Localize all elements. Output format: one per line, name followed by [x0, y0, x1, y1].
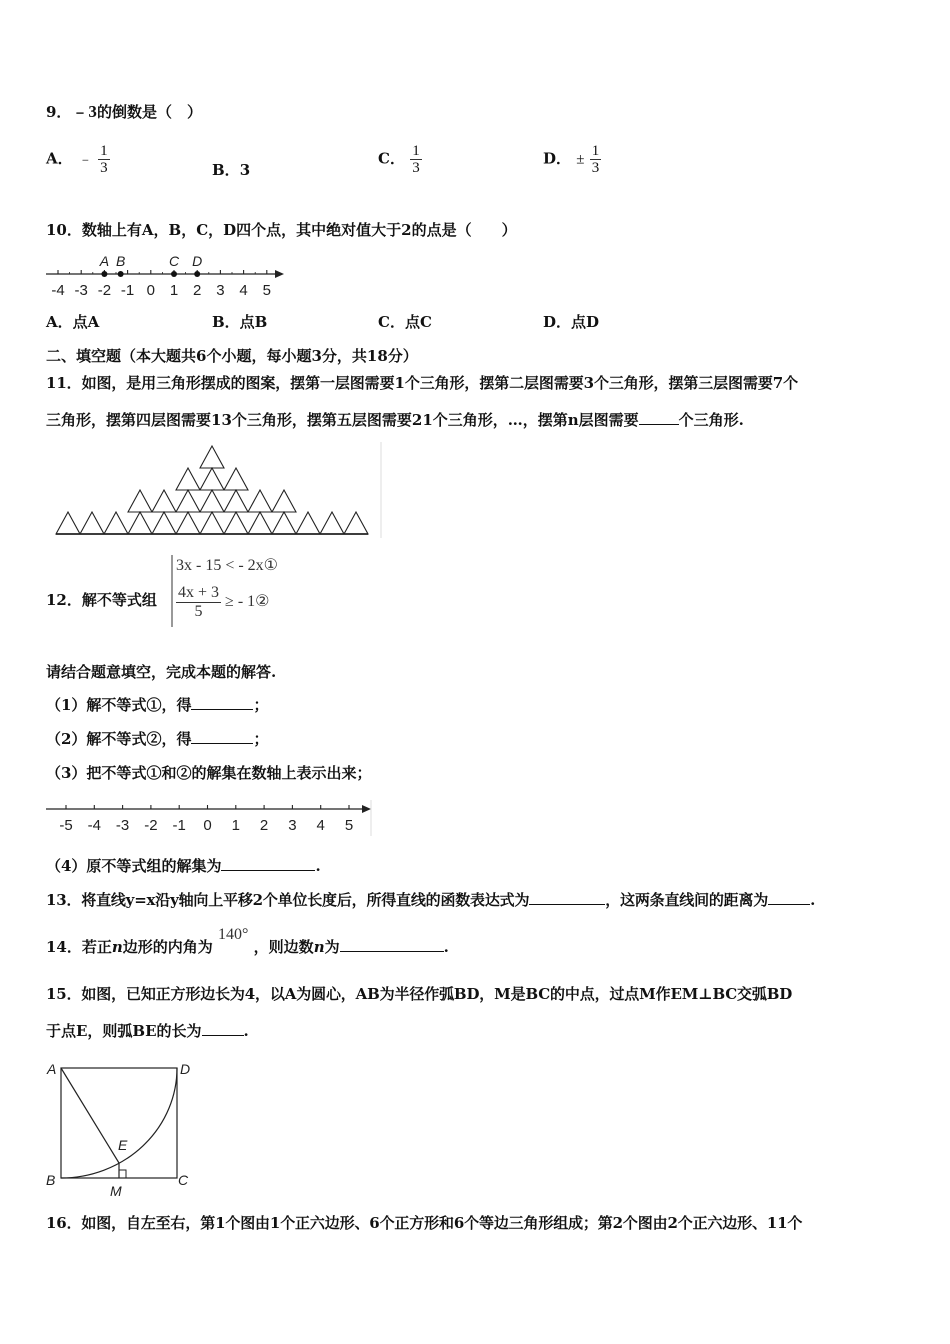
q11-triangle — [320, 512, 344, 534]
q14-angle: 140° — [218, 926, 249, 943]
q10-tick-label: -2 — [97, 282, 112, 299]
q12-tick-label: -5 — [59, 817, 73, 834]
q11-triangle — [200, 490, 224, 512]
q12-tick-label: 3 — [288, 817, 297, 834]
section-2-heading: 二、填空题（本大题共6个小题，每小题3分，共18分） — [46, 347, 418, 365]
q11-triangle — [176, 512, 200, 534]
q11-triangle — [152, 490, 176, 512]
q9-option-c-fraction: $\frac{1}{3}$ — [412, 143, 420, 176]
q10-tick-label: -3 — [74, 282, 88, 299]
q13-stem: 13．将直线y=x沿y轴向上平移2个单位长度后，所得直线的函数表达式为 ，这两条直线间的距离为 . — [46, 891, 816, 909]
q15-square — [61, 1068, 177, 1178]
q15-right-angle-mark — [119, 1170, 126, 1178]
q12-inequality-1: 3x - 15 < - 2x① — [176, 557, 279, 574]
q10-point-label: D — [192, 254, 203, 269]
q10-tick-label: 1 — [169, 282, 179, 299]
q11-triangle — [224, 512, 248, 534]
q11-triangle — [176, 468, 200, 490]
q15-square-arc-figure — [44, 1056, 194, 1200]
q11-answer-blank[interactable] — [639, 410, 679, 425]
q11-triangle — [200, 446, 224, 468]
q15-line1: 15．如图，已知正方形边长为4，以A为圆心，AB为半径作弧BD，M是BC的中点，过点M作EM⊥BC交弧BD — [46, 985, 793, 1003]
q10-point-label: C — [168, 254, 180, 269]
q12-step-2: （2）解不等式②，得 ； — [46, 730, 269, 748]
q15-label-c: C — [178, 1172, 189, 1188]
q11-triangle — [248, 512, 272, 534]
q11-triangle — [224, 468, 248, 490]
q10-point-dot — [118, 271, 124, 277]
q15-blank[interactable] — [202, 1021, 244, 1036]
q11-triangle — [272, 512, 296, 534]
q10-option-a: A．点A — [46, 313, 100, 331]
q10-tick-label: -1 — [120, 282, 135, 299]
q14-stem: 14．若正n边形的内角为 140° ，则边数n为 . — [46, 926, 449, 956]
q11-triangle — [152, 512, 176, 534]
q12-tick-label: 5 — [344, 817, 354, 834]
q15-label-m: M — [110, 1183, 122, 1199]
q14-blank[interactable] — [340, 937, 444, 952]
q10-number-line — [44, 254, 288, 300]
q13-blank-1[interactable] — [529, 890, 605, 905]
q10-tick-label: 4 — [239, 282, 248, 299]
q10-option-c: C．点C — [378, 313, 432, 331]
q11-triangle — [200, 468, 224, 490]
q12-tick-label: -4 — [87, 817, 101, 834]
q12-step-3: （3）把不等式①和②的解集在数轴上表示出来； — [46, 764, 372, 782]
q10-option-b: B．点B — [212, 313, 268, 331]
q11-triangle — [104, 512, 128, 534]
q12-step-1: （1）解不等式①，得 ； — [46, 696, 269, 714]
q12-tick-label: 0 — [203, 817, 212, 834]
q12-step-2-blank[interactable] — [191, 729, 253, 744]
q12-tick-label: -1 — [172, 817, 186, 834]
q9-option-a-fraction: $\frac{1}{3}$ — [100, 143, 108, 176]
q15-line2: 于点E，则弧BE的长为 . — [46, 1022, 249, 1040]
q16-stem: 16．如图，自左至右，第1个图由1个正六边形、6个正方形和6个等边三角形组成；第2个图由2个正六边形、11个 — [46, 1214, 803, 1232]
q12-label: 12．解不等式组 — [46, 591, 157, 609]
q11-triangle — [176, 490, 200, 512]
q11-triangle-pattern — [44, 442, 384, 538]
q10-point-dot — [171, 271, 177, 277]
q9-option-a: A． ﹣ $\frac{1}{3}$ — [46, 143, 108, 176]
q9-option-b: B．3 — [212, 161, 251, 179]
q9-option-d: D． ± $\frac{1}{3}$ — [543, 143, 600, 176]
q11-triangle — [224, 490, 248, 512]
q11-line2: 三角形，摆第四层图需要13个三角形，摆第五层图需要21个三角形，…，摆第n层图需要 个三角形. — [46, 411, 744, 429]
q12-tick-label: 1 — [231, 817, 240, 834]
q10-stem: 10．数轴上有A，B，C，D四个点，其中绝对值大于2的点是（ ） — [46, 221, 517, 239]
q9-option-c: C． $\frac{1}{3}$ — [378, 143, 420, 176]
q15-label-a: A — [47, 1061, 57, 1077]
q15-segment-ae — [61, 1068, 119, 1163]
q10-tick-label: 0 — [146, 282, 155, 299]
q12-tick-label: -2 — [144, 817, 158, 834]
q12-inequality-2: $\frac{4x + 3}{5}$ ≥ - 1② — [178, 584, 270, 620]
q11-triangle — [248, 490, 272, 512]
q15-label-d: D — [180, 1061, 191, 1077]
q11-triangle — [272, 490, 296, 512]
q10-option-d: D．点D — [543, 313, 600, 331]
q12-step-4-blank[interactable] — [221, 856, 315, 871]
q10-tick-label: 2 — [193, 282, 202, 299]
q12-inequality-2-fraction: $\frac{4x + 3}{5}$ — [178, 584, 220, 620]
q15-label-b: B — [46, 1172, 56, 1188]
q11-triangle — [56, 512, 80, 534]
q11-triangle — [128, 512, 152, 534]
q12-axis-arrow — [362, 805, 371, 813]
q11-triangle — [344, 512, 368, 534]
q10-point-dot — [194, 271, 200, 277]
q12-tick-label: -3 — [115, 817, 130, 834]
q11-triangle — [296, 512, 320, 534]
q11-triangle — [200, 512, 224, 534]
q15-label-e: E — [118, 1137, 128, 1153]
q15-arc-bd — [61, 1068, 177, 1178]
q12-step-1-blank[interactable] — [191, 695, 253, 710]
q9-stem: 9．﹣3的倒数是（ ） — [46, 102, 202, 121]
q12-instruction: 请结合题意填空，完成本题的解答. — [46, 663, 277, 681]
q10-tick-label: 3 — [216, 282, 225, 299]
q11-line1: 11．如图，是用三角形摆成的图案，摆第一层图需要1个三角形，摆第二层图需要3个三角形，摆第三层图需要7个 — [46, 374, 798, 392]
q11-triangle — [128, 490, 152, 512]
q10-tick-label: -4 — [51, 282, 65, 299]
q10-point-label: B — [115, 254, 126, 269]
q12-tick-label: 4 — [316, 817, 325, 834]
q10-point-dot — [101, 271, 107, 277]
q12-number-line[interactable] — [44, 800, 374, 836]
q11-triangle — [80, 512, 104, 534]
q13-blank-2[interactable] — [768, 890, 810, 905]
q12-step-4: （4）原不等式组的解集为 . — [46, 857, 321, 875]
q9-option-d-fraction: $\frac{1}{3}$ — [591, 143, 600, 176]
q12-tick-label: 2 — [259, 817, 269, 834]
q10-tick-label: 5 — [262, 282, 271, 299]
q10-point-label: A — [99, 254, 110, 269]
